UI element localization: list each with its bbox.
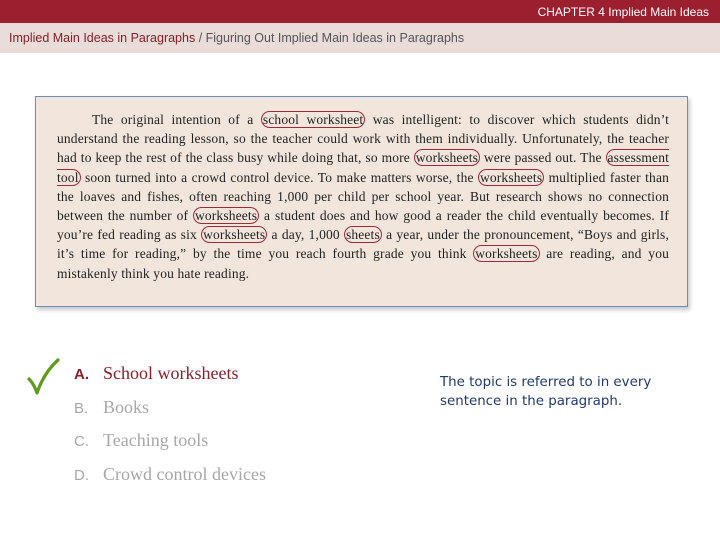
option-letter: B. xyxy=(74,399,89,417)
option-letter: D. xyxy=(74,467,89,485)
answer-option-b[interactable] xyxy=(74,397,266,431)
passage-segment: soon turned into a crowd control device. To make matters worse, the xyxy=(80,169,478,185)
answer-option-a[interactable] xyxy=(74,363,266,397)
breadcrumb xyxy=(9,31,464,45)
answer-option-d[interactable] xyxy=(74,464,266,498)
circled-keyword: worksheets xyxy=(194,208,258,224)
breadcrumb-bar xyxy=(0,23,720,53)
option-text: School worksheets xyxy=(103,363,239,383)
circled-keyword: worksheets xyxy=(475,246,538,262)
answer-option-c[interactable] xyxy=(74,430,266,464)
option-text: Crowd control devices xyxy=(103,464,266,485)
passage-segment: multiplied faster than the loaves and fishes, often reaching 1,000 per child per school year. But research shows no connection between the number of xyxy=(57,169,669,224)
circled-keyword: worksheets xyxy=(203,227,266,243)
passage-segment: a year, under the pronouncement, “Boys and girls, it’s time for reading,” by the time you reach fourth grade you think xyxy=(57,227,669,262)
passage-segment: The original intention of a xyxy=(92,112,261,127)
breadcrumb-separator: / xyxy=(195,31,206,45)
passage-segment: was intelligent: to discover which students didn’t understand the reading lesson, so the teacher could work with them individually. Unfortunately, the teacher had to keep the rest of the class busy while doing that, so more xyxy=(57,112,669,166)
chapter-label: CHAPTER 4 Implied Main Ideas xyxy=(537,5,709,19)
option-letter: C. xyxy=(74,433,89,451)
breadcrumb-subsection: Figuring Out Implied Main Ideas in Paragraphs xyxy=(205,31,465,45)
passage-box xyxy=(35,96,688,307)
check-mark-icon xyxy=(26,358,60,396)
option-text: Books xyxy=(103,396,150,417)
answer-options xyxy=(74,363,266,498)
circled-keyword: sheets xyxy=(345,227,380,243)
passage-segment: are reading, and you mistakenly think you hate reading. xyxy=(57,246,669,281)
passage-segment: a student does and how good a reader the child eventually becomes. If you’re fed reading as six xyxy=(57,208,669,243)
chapter-header-bar xyxy=(0,0,720,23)
option-letter: A. xyxy=(74,366,89,383)
circled-keyword: assessment tool xyxy=(57,150,669,185)
passage-segment: a day, 1,000 xyxy=(267,227,344,243)
passage-segment: were passed out. The xyxy=(480,150,606,166)
circled-keyword: worksheets xyxy=(415,150,479,166)
option-text: Teaching tools xyxy=(103,430,209,451)
passage-text xyxy=(57,110,669,283)
circled-keyword: worksheets xyxy=(479,169,543,185)
breadcrumb-section: Implied Main Ideas in Paragraphs xyxy=(9,31,196,45)
circled-keyword: school worksheet xyxy=(262,112,364,127)
explanation-text: The topic is referred to in every sentence in the paragraph. xyxy=(440,375,652,409)
